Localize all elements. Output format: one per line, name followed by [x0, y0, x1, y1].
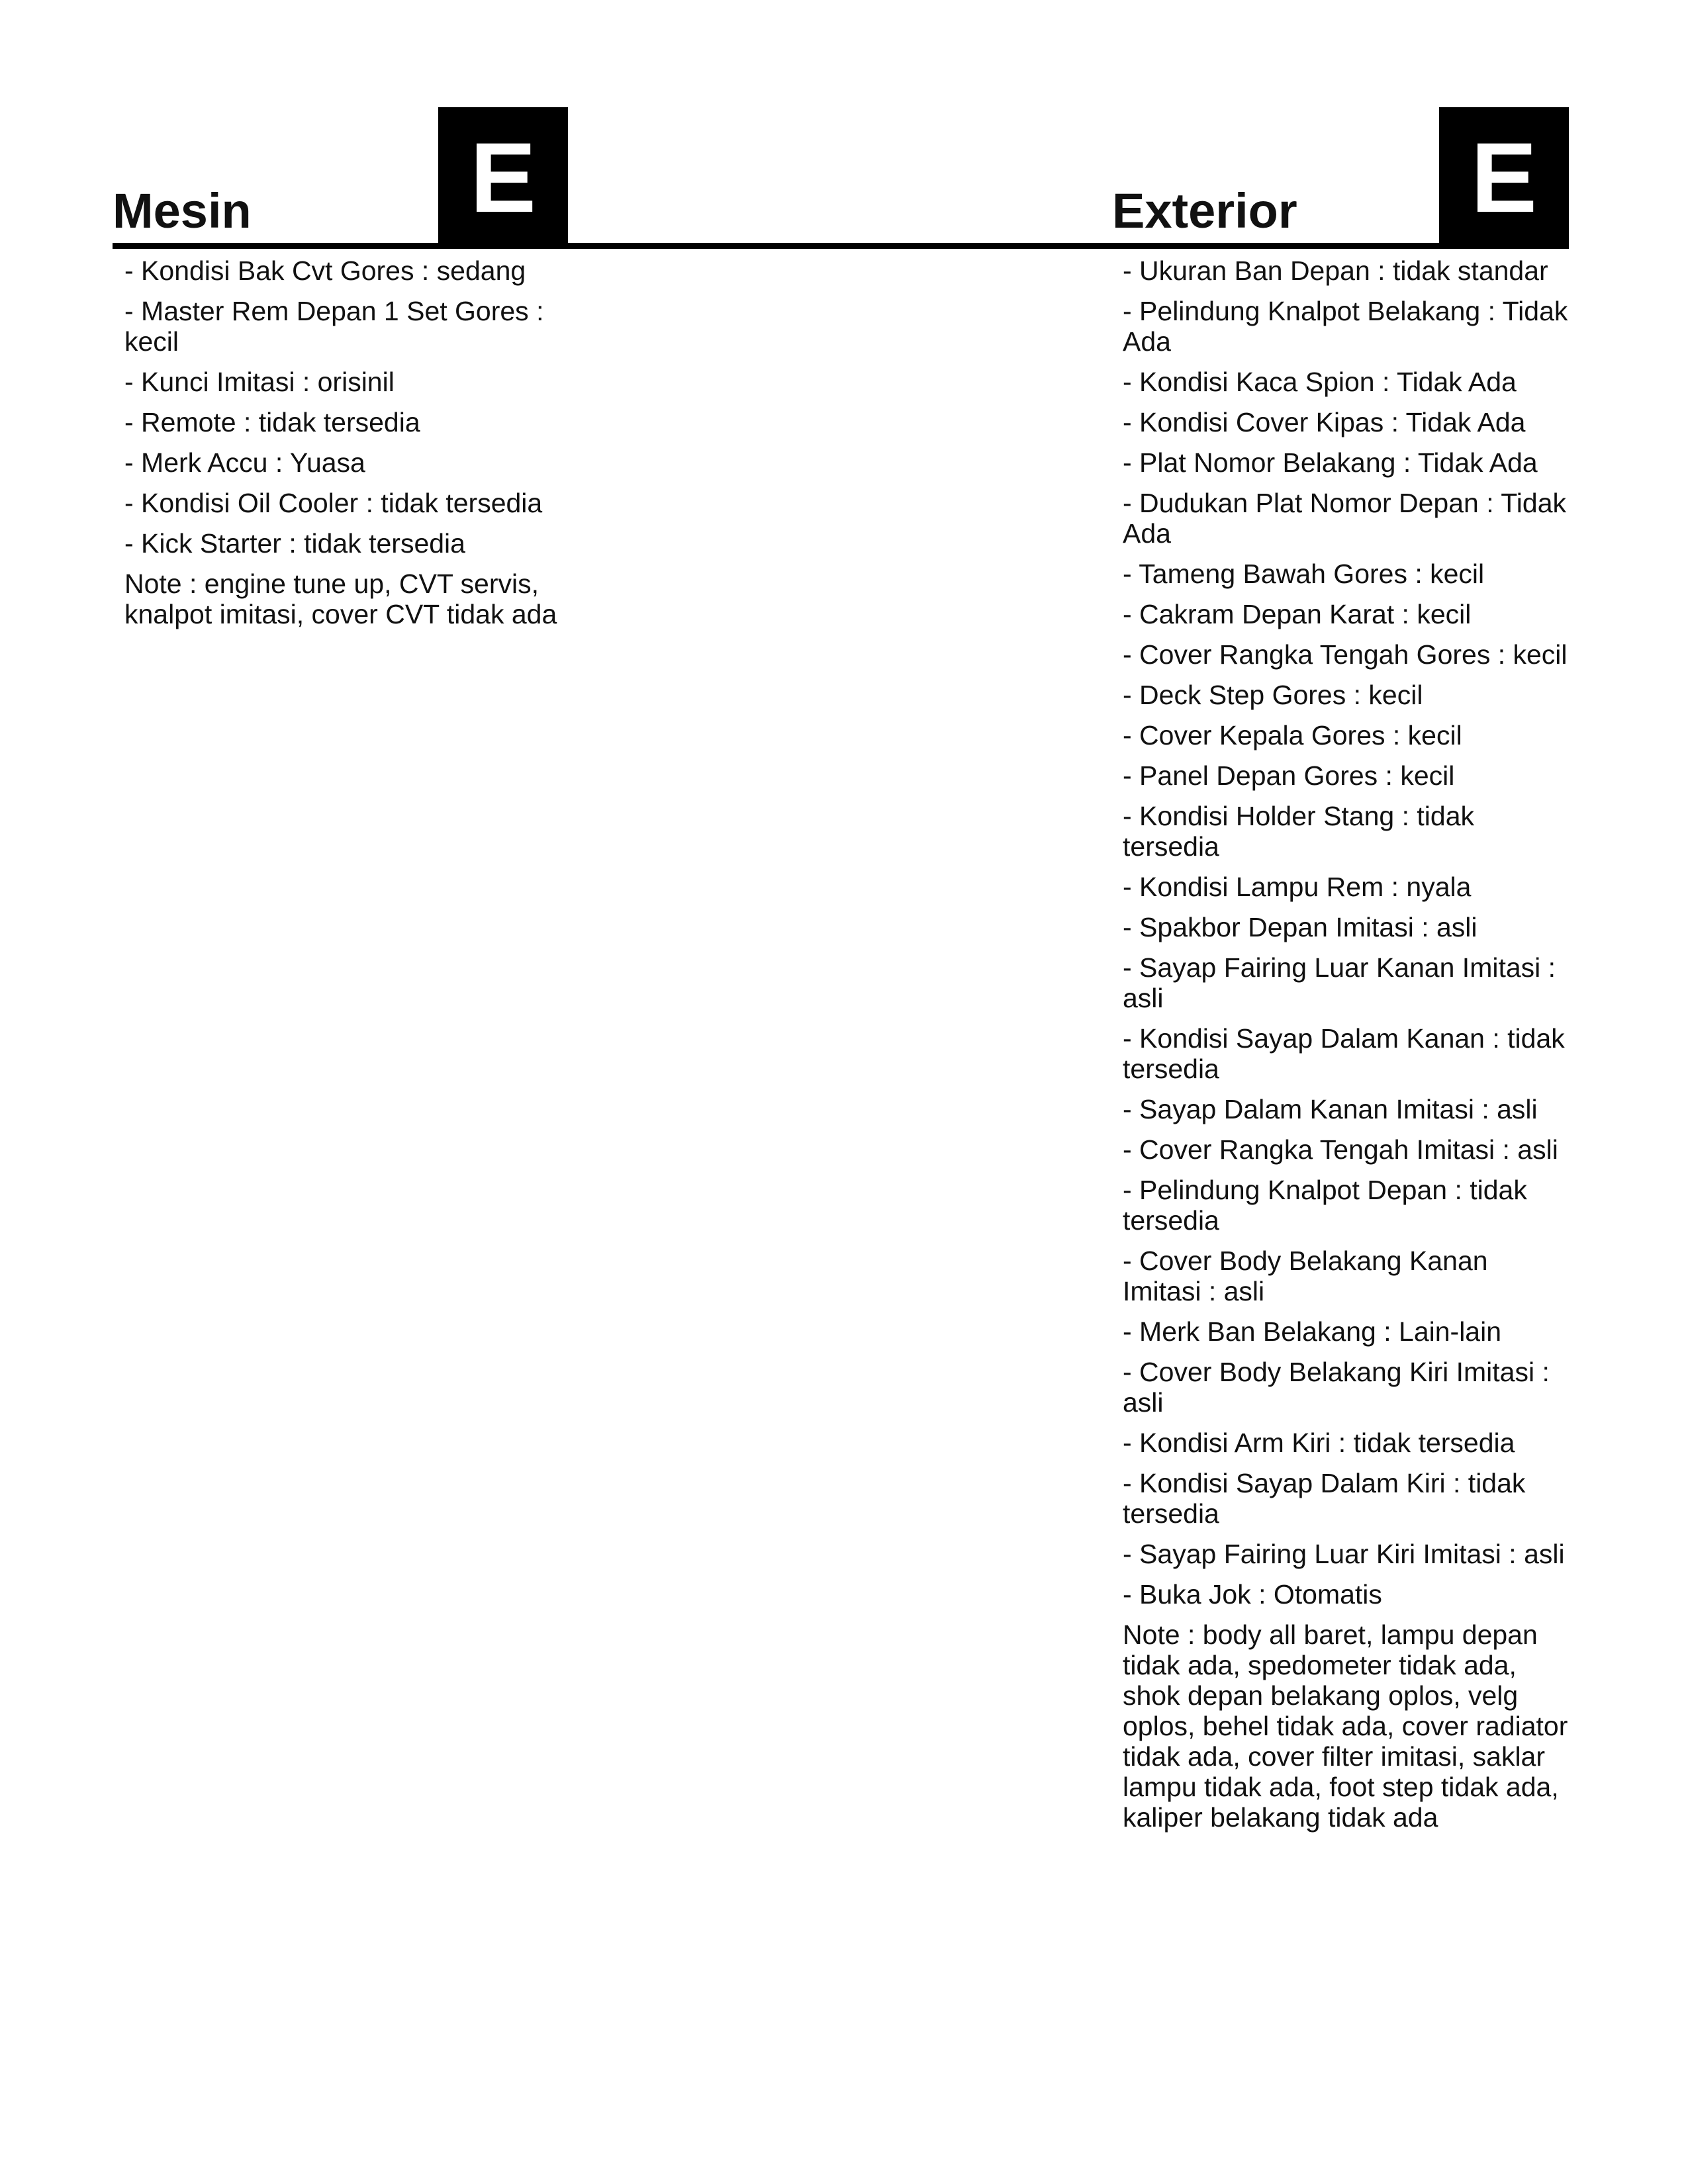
list-item: - Kondisi Holder Stang : tidak tersedia — [1123, 801, 1474, 862]
list-item: - Buka Jok : Otomatis — [1123, 1579, 1382, 1610]
list-item: - Master Rem Depan 1 Set Gores : kecil — [124, 296, 544, 357]
list-item: - Remote : tidak tersedia — [124, 407, 420, 437]
list-item: - Cover Kepala Gores : kecil — [1123, 720, 1462, 751]
list-item: - Plat Nomor Belakang : Tidak Ada — [1123, 447, 1538, 478]
list-item: - Pelindung Knalpot Depan : tidak tersedia — [1123, 1175, 1527, 1236]
list-item: - Cover Rangka Tengah Gores : kecil — [1123, 639, 1568, 670]
list-item: - Cover Body Belakang Kiri Imitasi : asli — [1123, 1357, 1550, 1418]
mesin-title: Mesin — [113, 183, 252, 238]
exterior-header — [1112, 107, 1569, 248]
list-item: - Tameng Bawah Gores : kecil — [1123, 559, 1485, 589]
list-item: - Spakbor Depan Imitasi : asli — [1123, 912, 1477, 942]
exterior-section — [1112, 107, 1569, 1833]
list-item: - Kondisi Sayap Dalam Kanan : tidak tersedia — [1123, 1023, 1565, 1084]
list-item: - Kondisi Cover Kipas : Tidak Ada — [1123, 407, 1526, 437]
list-item: - Kondisi Arm Kiri : tidak tersedia — [1123, 1428, 1515, 1458]
list-item: - Dudukan Plat Nomor Depan : Tidak Ada — [1123, 488, 1566, 549]
exterior-item-list — [1112, 248, 1569, 1610]
list-item: - Kondisi Oil Cooler : tidak tersedia — [124, 488, 543, 518]
list-item: - Merk Accu : Yuasa — [124, 447, 365, 478]
list-item: - Sayap Fairing Luar Kanan Imitasi : asli — [1123, 952, 1556, 1013]
list-item: - Sayap Dalam Kanan Imitasi : asli — [1123, 1094, 1538, 1124]
exterior-note: Note : body all baret, lampu depan tidak ada, spedometer tidak ada, shok depan belakang oplos, velg oplos, behel tidak ada, cover radiator tidak ada, cover filter imitasi, saklar lampu tidak ada, foot step tidak ada, kaliper belakang tidak ada — [1123, 1619, 1568, 1833]
list-item: - Cover Rangka Tengah Imitasi : asli — [1123, 1134, 1558, 1165]
mesin-grade-badge: E — [438, 107, 568, 248]
mesin-item-list — [113, 248, 569, 559]
list-item: - Kunci Imitasi : orisinil — [124, 367, 395, 397]
list-item: - Kondisi Bak Cvt Gores : sedang — [124, 255, 526, 286]
list-item: - Deck Step Gores : kecil — [1123, 680, 1423, 710]
mesin-section — [113, 107, 569, 629]
list-item: - Kondisi Kaca Spion : Tidak Ada — [1123, 367, 1517, 397]
list-item: - Kick Starter : tidak tersedia — [124, 528, 465, 559]
list-item: - Sayap Fairing Luar Kiri Imitasi : asli — [1123, 1539, 1565, 1569]
list-item: - Cakram Depan Karat : kecil — [1123, 599, 1472, 629]
mesin-note: Note : engine tune up, CVT servis, knalpot imitasi, cover CVT tidak ada — [124, 569, 557, 629]
mesin-header — [113, 107, 569, 248]
list-item: - Panel Depan Gores : kecil — [1123, 760, 1455, 791]
exterior-grade-badge: E — [1439, 107, 1569, 248]
list-item: - Merk Ban Belakang : Lain-lain — [1123, 1316, 1502, 1347]
list-item: - Ukuran Ban Depan : tidak standar — [1123, 255, 1548, 286]
list-item: - Cover Body Belakang Kanan Imitasi : asli — [1123, 1246, 1488, 1306]
list-item: - Pelindung Knalpot Belakang : Tidak Ada — [1123, 296, 1568, 357]
list-item: - Kondisi Lampu Rem : nyala — [1123, 872, 1472, 902]
exterior-title: Exterior — [1112, 183, 1297, 238]
list-item: - Kondisi Sayap Dalam Kiri : tidak tersedia — [1123, 1468, 1526, 1529]
